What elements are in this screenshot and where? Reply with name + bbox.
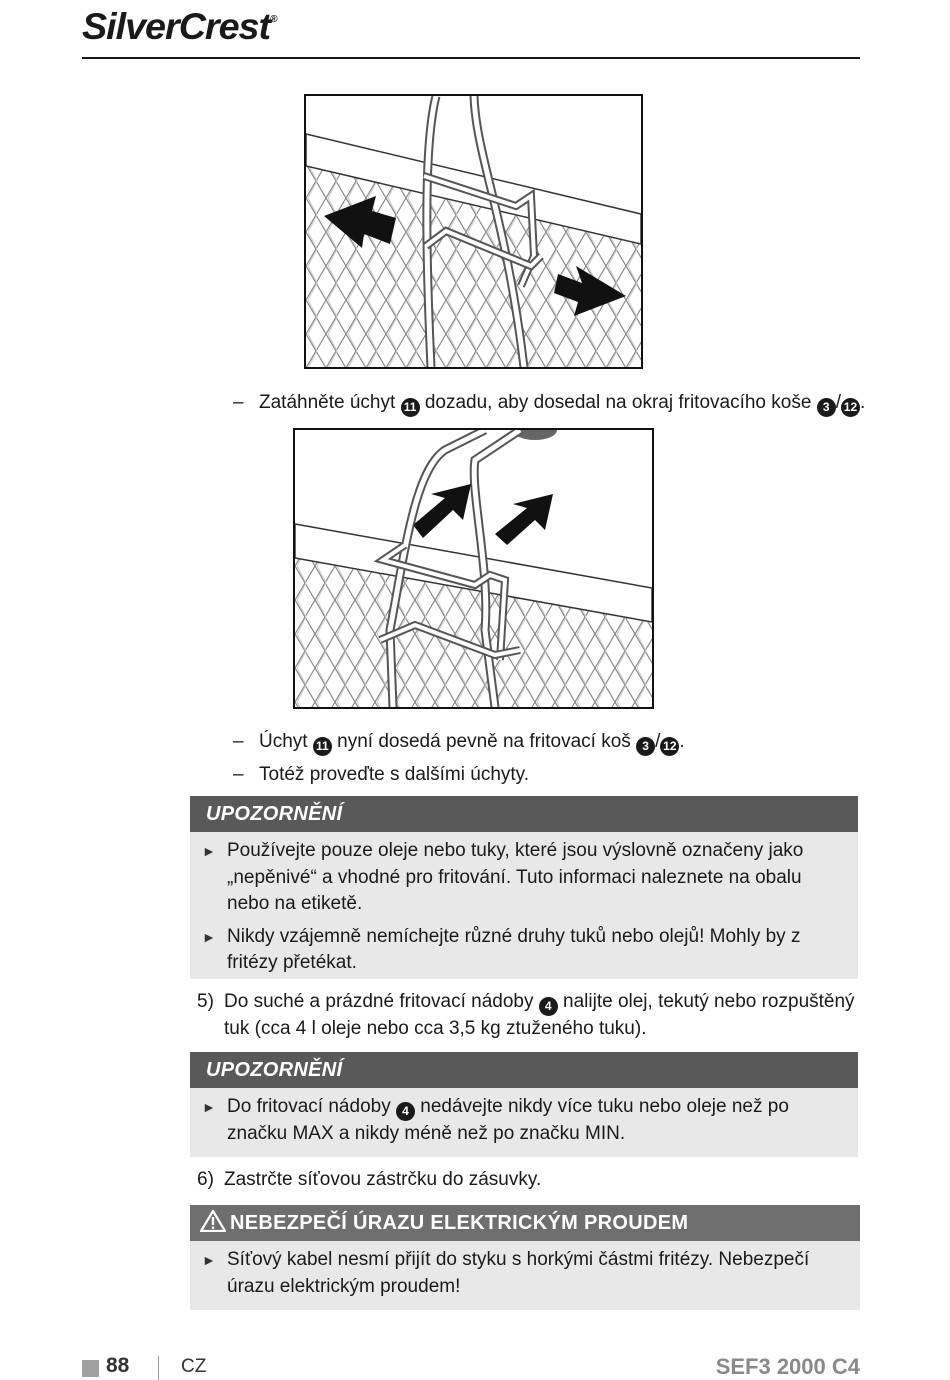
- page-number: 88: [106, 1354, 130, 1377]
- handle-pull-back-figure: [304, 94, 643, 369]
- model-number: SEF3 2000 C4: [715, 1354, 860, 1379]
- reference-number-badge: 11: [401, 398, 420, 417]
- step-5: 5) Do suché a prázdné fritovací nádoby 4 nalijte olej, tekutý nebo rozpuštěný tuk (cca 4 l oleje nebo cca 3,5 kg ztuženého tuku).: [197, 991, 855, 1039]
- notice-box-oil: [190, 796, 858, 979]
- instruction-pull-handle: – Zatáhněte úchyt 11 dozadu, aby dosedal na okraj fritovacího koše 3 / 12 .: [233, 390, 865, 417]
- reference-number-badge: 3: [636, 737, 655, 756]
- danger-box-electric: [190, 1205, 860, 1310]
- bullet-arrow-icon: ►: [202, 928, 216, 945]
- reference-number-badge: 4: [396, 1102, 415, 1121]
- reference-number-badge: 12: [841, 398, 860, 417]
- instruction-repeat: – Totéž proveďte s dalšími úchyty.: [233, 764, 530, 785]
- header-rule: [82, 57, 860, 59]
- notice-item: ► Používejte pouze oleje nebo tuky, které jsou výslovně označeny jako „nepěnivé“ a vhodné pro fritování. Tuto informaci naleznete na obalu nebo na etiketě.: [202, 838, 846, 918]
- bullet-arrow-icon: ►: [202, 1252, 216, 1268]
- warning-triangle-icon: [200, 1210, 226, 1232]
- instruction-handle-seated: – Úchyt 11 nyní dosedá pevně na fritovací koš 3 / 12 .: [233, 729, 685, 756]
- danger-title: NEBEZPEČÍ ÚRAZU ELEKTRICKÝM PROUDEM: [190, 1205, 860, 1241]
- brand-logo: SilverCrest®: [82, 6, 277, 47]
- reference-number-badge: 11: [313, 737, 332, 756]
- handle-seated-figure: [293, 428, 654, 709]
- danger-item: ► Síťový kabel nesmí přijít do styku s horkými částmi fritézy. Nebezpečí úrazu elektrickým proudem!: [202, 1247, 848, 1300]
- notice-box-fill-level: [190, 1052, 858, 1157]
- reference-number-badge: 12: [660, 737, 679, 756]
- notice-title: UPOZORNĚNÍ: [190, 796, 858, 832]
- reference-number-badge: 3: [817, 398, 836, 417]
- footer-separator: [158, 1356, 159, 1380]
- notice-item: ► Do fritovací nádoby 4 nedávejte nikdy více tuku nebo oleje než po značku MAX a nikdy méně než po značku MIN.: [202, 1094, 846, 1148]
- notice-title: UPOZORNĚNÍ: [190, 1052, 858, 1088]
- bullet-arrow-icon: ►: [202, 1099, 216, 1115]
- bullet-arrow-icon: ►: [202, 843, 216, 859]
- step-6: 6) Zastrčte síťovou zástrčku do zásuvky.: [197, 1169, 542, 1190]
- language-code: CZ: [181, 1356, 207, 1377]
- notice-item: ► Nikdy vzájemně nemíchejte různé druhy tuků nebo olejů! Mohly by z fritézy přetékat.: [202, 924, 846, 977]
- reference-number-badge: 4: [539, 997, 558, 1016]
- footer-square-marker: [82, 1360, 99, 1377]
